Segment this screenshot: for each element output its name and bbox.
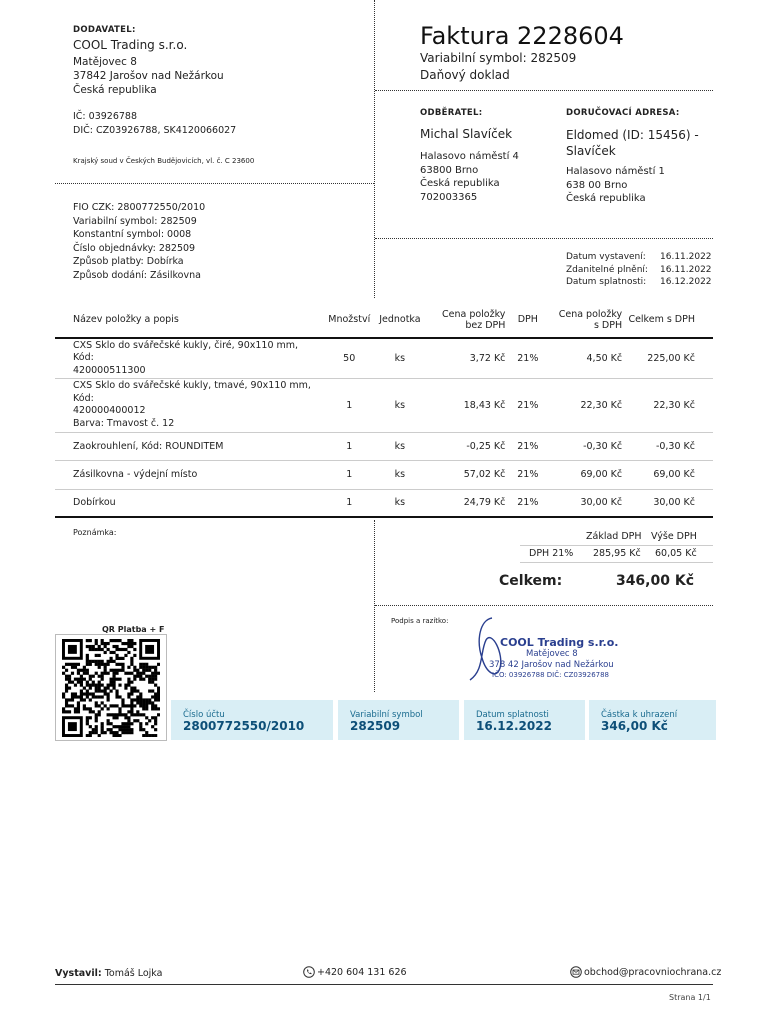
payband-amount-label: Částka k uhrazení — [601, 710, 678, 720]
item-price-net: 57,02 Kč — [463, 469, 506, 480]
footer-phone-value[interactable]: +420 604 131 626 — [317, 966, 407, 978]
payband-account-value: 2800772550/2010 — [183, 719, 305, 733]
items-header-row — [55, 302, 713, 338]
item-unit: ks — [394, 469, 406, 480]
customer-name: Michal Slavíček — [420, 127, 513, 141]
footer-divider — [55, 984, 713, 985]
item-line1: CXS Sklo do svářečské kukly, čiré, 90x110 mm, Kód: — [73, 339, 299, 363]
footer-issuer — [55, 968, 162, 979]
payment-order: Číslo objednávky: 282509 — [73, 242, 196, 254]
customer-label: ODBĚRATEL: — [420, 108, 483, 118]
item-description — [55, 378, 319, 432]
header-price-net-line2: bez DPH — [465, 319, 506, 331]
item-vat: 21% — [517, 399, 539, 411]
item-total: 30,00 Kč — [653, 497, 695, 509]
delivery-name — [566, 127, 699, 159]
invoice-doc-type: Daňový doklad — [420, 68, 510, 82]
divider-summary — [375, 605, 713, 606]
delivery-street: Halasovo náměstí 1 — [566, 166, 665, 177]
payment-ks: Konstantní symbol: 0008 — [73, 229, 192, 240]
delivery-name-line1: Eldomed (ID: 15456) - — [566, 128, 699, 142]
supplier-label: DODAVATEL: — [73, 25, 136, 35]
item-line1: CXS Sklo do svářečské kukly, tmavé, 90x110 mm, Kód: — [73, 380, 311, 404]
item-description — [55, 338, 319, 378]
payband-vs-label: Variabilní symbol — [350, 710, 423, 720]
supplier-address — [73, 55, 224, 97]
table-row — [55, 460, 713, 489]
payband-amount-value: 346,00 Kč — [601, 719, 668, 733]
footer-issuer-label: Vystavil: — [55, 968, 102, 979]
date-due: 16.12.2022 — [660, 277, 712, 287]
dates-labels — [566, 251, 648, 289]
item-price-net: 18,43 Kč — [463, 399, 506, 411]
supplier-ic: IČ: 03926788 — [73, 111, 138, 122]
supplier-country: Česká republika — [73, 84, 157, 96]
item-description: Dobírkou — [73, 497, 116, 509]
date-taxable-label: Zdanitelné plnění: — [566, 264, 648, 275]
payband-vs-value: 282509 — [350, 719, 401, 733]
payment-vs: Variabilní symbol: 282509 — [73, 215, 197, 227]
payband-amount — [589, 700, 716, 740]
items-table — [55, 302, 713, 518]
customer-city: 63800 Brno — [420, 164, 479, 176]
header-price-net — [421, 302, 506, 338]
table-row — [55, 432, 713, 460]
item-vat: 21% — [517, 497, 539, 509]
item-description: Zaokrouhlení, Kód: ROUNDITEM — [73, 440, 224, 452]
table-row — [55, 378, 713, 432]
stamp-city: 378 42 Jarošov nad Nežárkou — [489, 660, 614, 670]
header-vat: DPH — [517, 314, 538, 325]
payment-info — [73, 201, 205, 282]
page-number: Strana 1/1 — [669, 993, 711, 1002]
note-label: Poznámka: — [73, 528, 117, 537]
signature-label: Podpis a razítko: — [391, 617, 449, 625]
delivery-country: Česká republika — [566, 193, 646, 204]
divider-vertical-top — [374, 0, 375, 298]
company-stamp — [462, 610, 622, 688]
delivery-label: DORUČOVACÍ ADRESA: — [566, 108, 680, 118]
footer-email-value[interactable]: obchod@pracovniochrana.cz — [584, 966, 722, 978]
invoice-title: Faktura 2228604 — [420, 22, 624, 50]
item-qty: 1 — [346, 469, 353, 480]
item-total: -0,30 Kč — [655, 440, 695, 452]
stamp-street: Matějovec 8 — [526, 649, 578, 659]
vat-amount-header: Výše DPH — [651, 531, 697, 542]
footer-issuer-name: Tomáš Lojka — [104, 968, 163, 979]
item-vat: 21% — [517, 440, 539, 452]
item-price-net: 3,72 Kč — [469, 352, 506, 364]
item-price-gross: 22,30 Kč — [580, 399, 623, 411]
footer-email — [570, 966, 721, 978]
item-qty: 1 — [346, 399, 353, 411]
dates-values — [660, 251, 712, 289]
supplier-city: 37842 Jarošov nad Nežárkou — [73, 70, 224, 82]
item-total: 225,00 Kč — [647, 352, 695, 364]
vat-base-header: Základ DPH — [586, 531, 642, 542]
footer-phone — [303, 966, 407, 978]
vat-base: 285,95 Kč — [593, 548, 641, 559]
item-total: 69,00 Kč — [653, 469, 695, 480]
item-price-gross: 4,50 Kč — [586, 352, 623, 364]
item-description: Zásilkovna - výdejní místo — [73, 469, 198, 480]
customer-street: Halasovo náměstí 4 — [420, 151, 519, 162]
header-price-gross-line2: s DPH — [593, 319, 623, 331]
customer-phone: 702003365 — [420, 191, 478, 203]
stamp-ids: IČO: 03926788 DIČ: CZ03926788 — [492, 671, 610, 679]
qr-label: QR Platba + F — [102, 625, 165, 634]
payment-method: Způsob platby: Dobírka — [73, 256, 184, 267]
header-price-gross-line1: Cena položky — [558, 308, 623, 320]
supplier-name: COOL Trading s.r.o. — [73, 38, 188, 52]
item-price-gross: 30,00 Kč — [580, 497, 623, 509]
item-unit: ks — [394, 399, 406, 411]
total-label: Celkem: — [499, 573, 563, 589]
item-qty: 1 — [346, 497, 353, 509]
divider-supplier — [55, 183, 374, 184]
stamp-company: COOL Trading s.r.o. — [500, 636, 619, 649]
header-name: Název položky a popis — [73, 314, 179, 325]
phone-icon — [303, 966, 315, 978]
table-row — [55, 489, 713, 517]
item-qty: 50 — [343, 352, 356, 364]
table-row — [55, 338, 713, 378]
payband-due-label: Datum splatnosti — [476, 710, 549, 720]
date-due-label: Datum splatnosti: — [566, 277, 647, 287]
vat-amount: 60,05 Kč — [655, 548, 697, 559]
header-price-gross — [550, 302, 622, 338]
delivery-city: 638 00 Brno — [566, 179, 628, 191]
item-line2: 420000400012 — [73, 405, 146, 416]
divider-vertical-bottom — [374, 520, 375, 692]
payment-bank: FIO CZK: 2800772550/2010 — [73, 202, 206, 213]
date-issued-label: Datum vystavení: — [566, 252, 646, 262]
header-qty: Množství — [328, 314, 371, 325]
qr-code-icon — [62, 639, 160, 737]
payment-shipping: Způsob dodání: Zásilkovna — [73, 269, 201, 281]
item-vat: 21% — [517, 469, 539, 480]
item-price-net: 24,79 Kč — [463, 497, 506, 509]
delivery-name-line2: Slavíček — [566, 144, 616, 158]
vat-rate: DPH 21% — [529, 548, 574, 559]
item-price-gross: 69,00 Kč — [580, 469, 623, 480]
payband-vs — [338, 700, 459, 740]
invoice-vs: Variabilní symbol: 282509 — [420, 51, 577, 65]
delivery-address — [566, 165, 665, 206]
supplier-court: Krajský soud v Českých Budějovicích, vl. č. C 23600 — [73, 157, 255, 165]
divider-customer — [375, 238, 713, 239]
date-issued: 16.11.2022 — [660, 252, 712, 262]
item-line2: 420000511300 — [73, 364, 146, 376]
supplier-ids — [73, 110, 236, 137]
payband-account — [171, 700, 333, 740]
payband-due — [464, 700, 585, 740]
item-price-gross: -0,30 Kč — [583, 440, 623, 452]
date-taxable: 16.11.2022 — [660, 264, 712, 275]
divider-title — [375, 90, 713, 91]
customer-country: Česká republika — [420, 178, 500, 189]
header-total: Celkem s DPH — [628, 314, 695, 325]
item-total: 22,30 Kč — [653, 399, 695, 411]
total-value: 346,00 Kč — [615, 573, 694, 589]
item-price-net: -0,25 Kč — [466, 440, 506, 452]
header-price-net-line1: Cena položky — [441, 308, 506, 320]
item-unit: ks — [394, 497, 406, 509]
payband-account-label: Číslo účtu — [183, 710, 225, 720]
item-qty: 1 — [346, 440, 353, 452]
payband-due-value: 16.12.2022 — [476, 719, 552, 733]
qr-frame — [55, 634, 167, 741]
item-vat: 21% — [517, 352, 539, 364]
header-unit: Jednotka — [379, 314, 421, 325]
item-unit: ks — [394, 440, 406, 452]
item-line3: Barva: Tmavost č. 12 — [73, 417, 175, 429]
mail-icon — [570, 966, 582, 978]
item-unit: ks — [394, 352, 406, 364]
supplier-street: Matějovec 8 — [73, 56, 137, 68]
customer-address — [420, 150, 519, 204]
supplier-dic: DIČ: CZ03926788, SK4120066027 — [73, 124, 237, 136]
